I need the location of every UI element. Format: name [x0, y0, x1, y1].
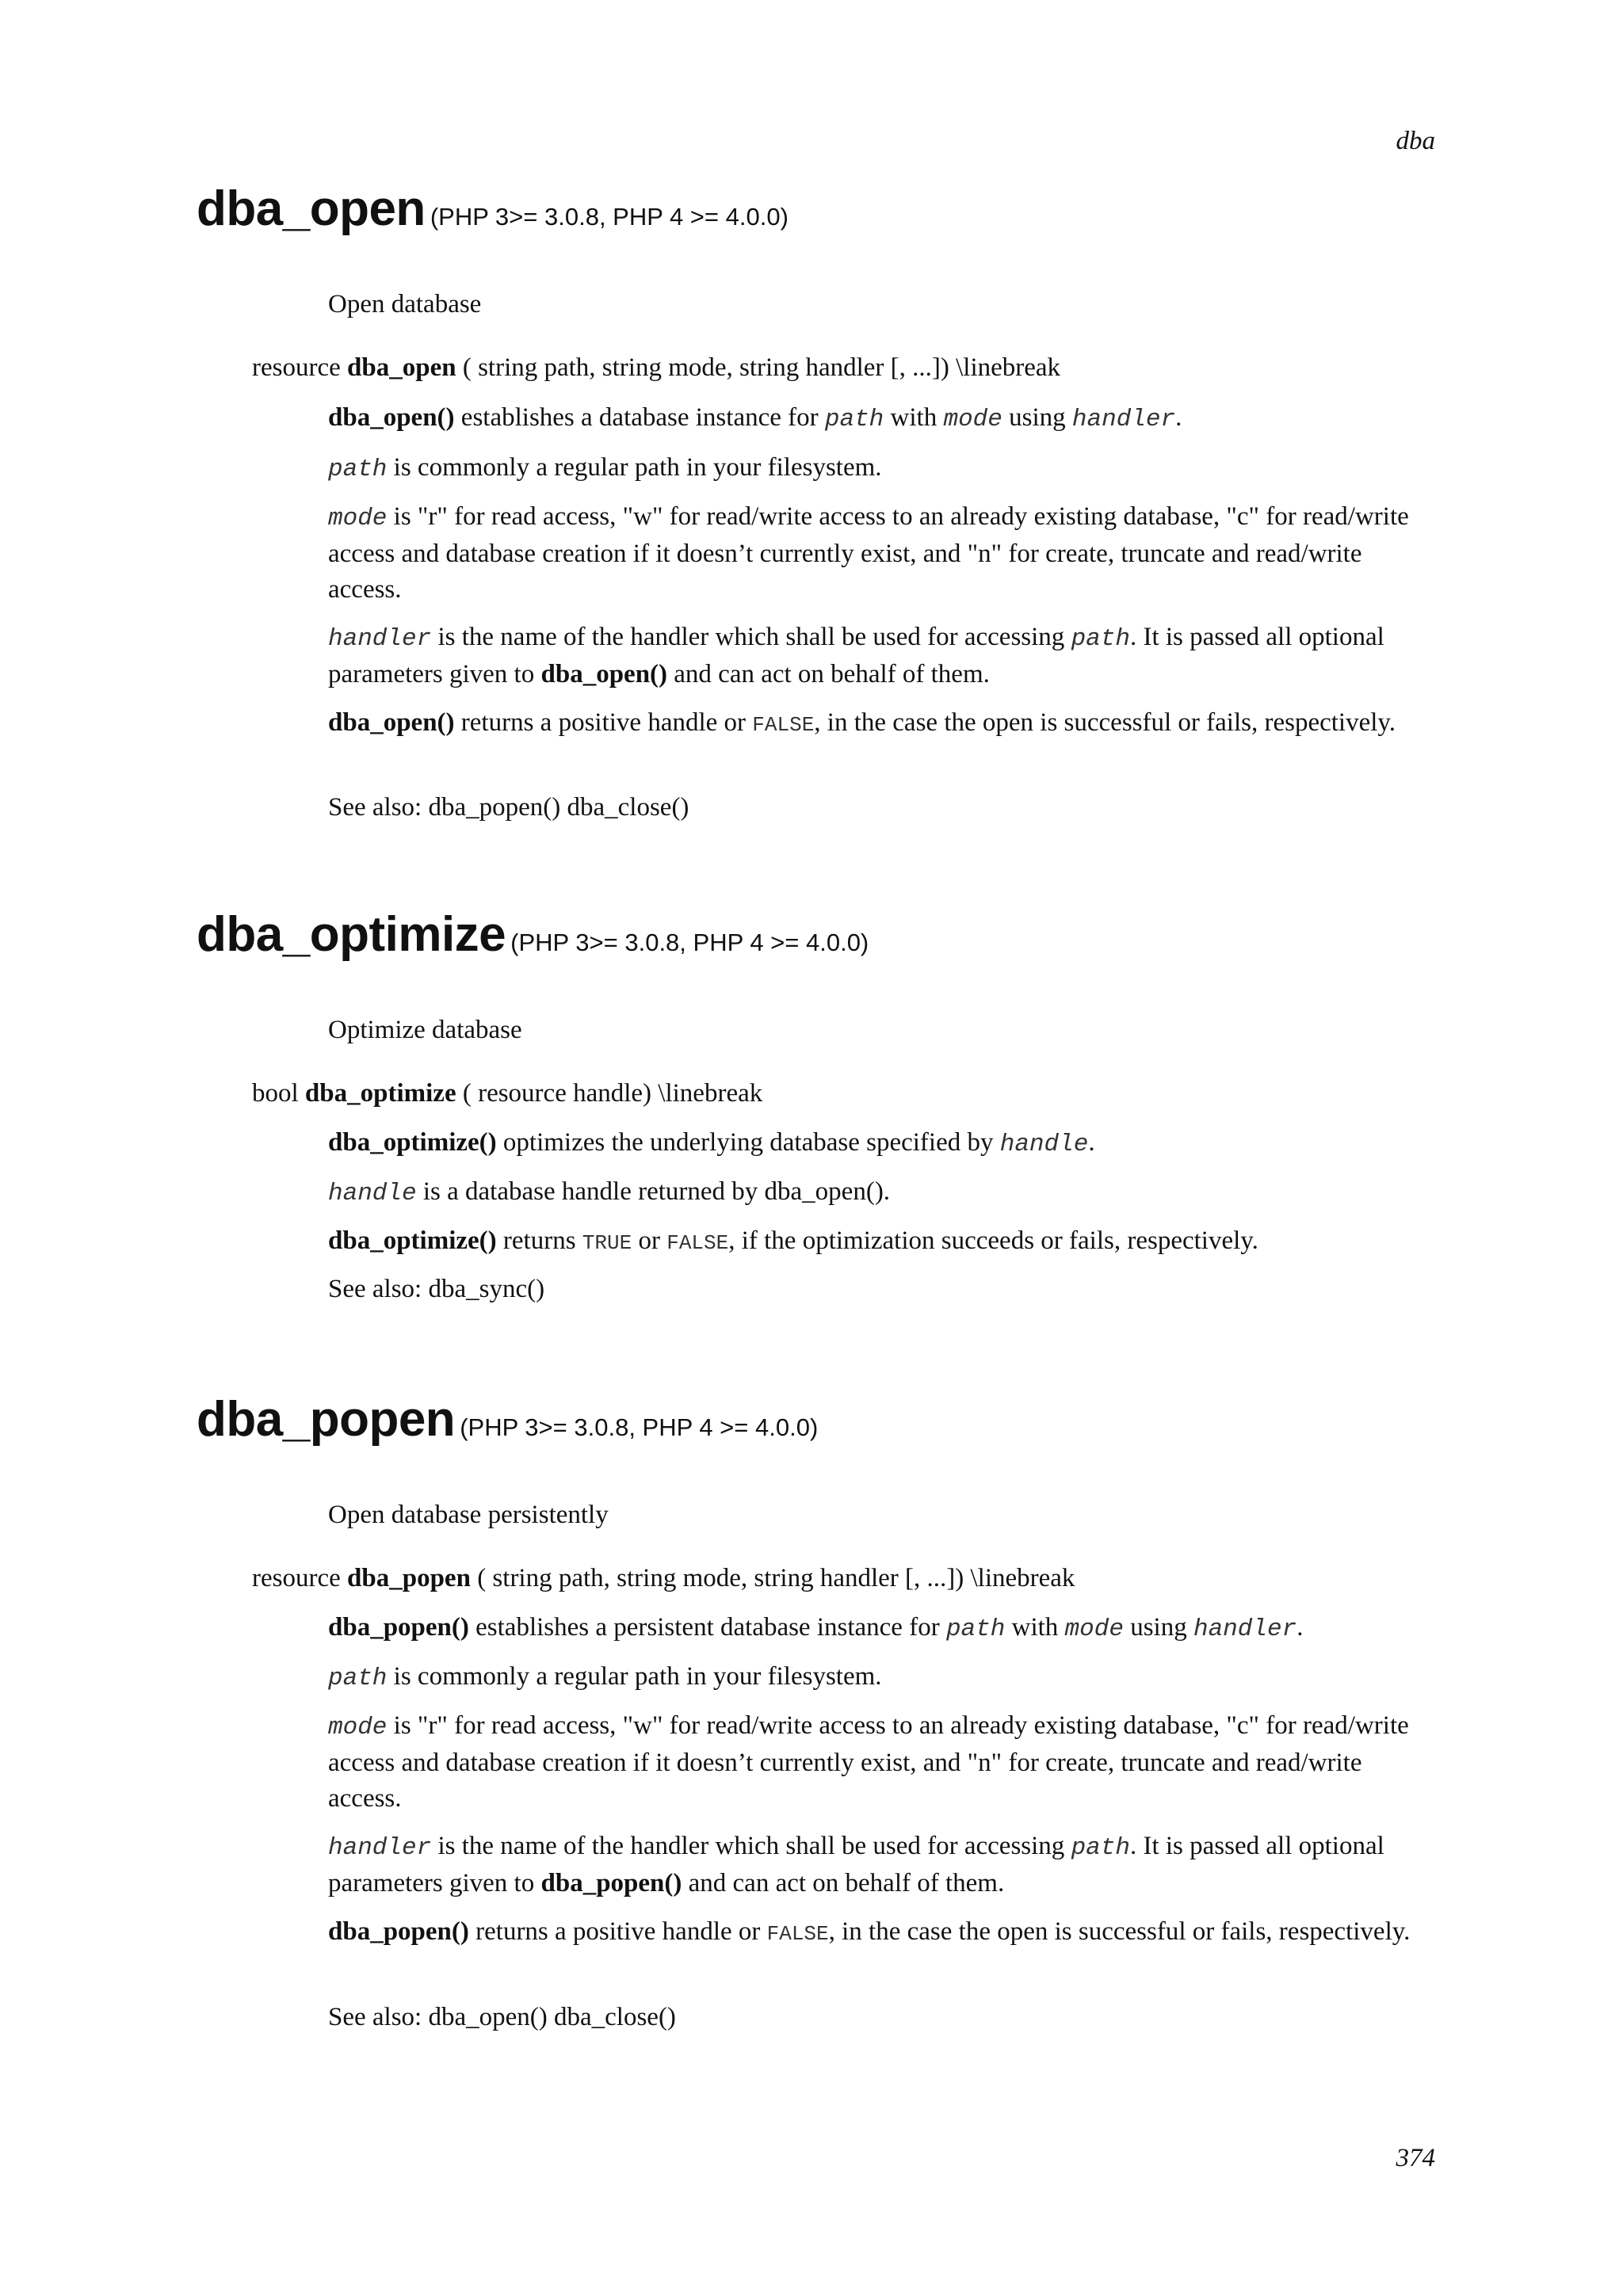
see-also: See also: dba_open() dba_close() [328, 2003, 676, 2031]
param: path [328, 456, 388, 483]
entry-title [197, 181, 789, 237]
description-paragraph: dba_popen() establishes a persistent database instance for path with mode using handler. [328, 1613, 1304, 1643]
description-paragraph: handler is the name of the handler which shall be used for accessing path. It is passed all optional parameters given to dba_open() and can act on behalf of them. [328, 623, 1384, 688]
function-name: dba_popen [197, 1392, 456, 1447]
entry-title [197, 906, 869, 963]
param: handler [328, 625, 432, 653]
param: mode [328, 505, 388, 532]
purpose: Open database [328, 290, 482, 318]
synopsis-args: ( string path, string mode, string handler [, ...]) \linebreak [462, 353, 1061, 382]
synopsis-function: dba_optimize [304, 1079, 456, 1108]
synopsis [252, 1564, 1075, 1593]
synopsis-args: ( string path, string mode, string handler [, ...]) \linebreak [477, 1564, 1075, 1592]
description-paragraph: handle is a database handle returned by dba_open(). [328, 1177, 891, 1207]
description-paragraph: dba_optimize() returns TRUE or FALSE, if the optimization succeeds or fails, respectively. [328, 1226, 1258, 1255]
function-name: dba_open [197, 181, 426, 236]
return-type: bool [252, 1079, 299, 1108]
param: handle [328, 1180, 417, 1207]
page-number: 374 [1396, 2144, 1435, 2172]
description-paragraph: dba_optimize() optimizes the underlying database specified by handle. [328, 1128, 1095, 1158]
param: path [328, 1665, 388, 1692]
param: mode [1064, 1615, 1124, 1643]
description-paragraph: dba_open() returns a positive handle or FALSE, in the case the open is successful or fails, respectively. [328, 708, 1396, 737]
return-type: resource [252, 1564, 341, 1592]
function-name: dba_optimize [197, 907, 506, 962]
constant: FALSE [666, 1231, 729, 1255]
synopsis [252, 353, 1060, 383]
constant: FALSE [766, 1922, 829, 1946]
purpose: Open database persistently [328, 1501, 609, 1529]
synopsis-args: ( resource handle) \linebreak [462, 1079, 763, 1108]
constant: TRUE [582, 1231, 632, 1255]
param: handler [1071, 406, 1176, 433]
description-paragraph: mode is "r" for read access, "w" for read/write access to an already existing database, "c" for read/write access and database creation if it doesn’t currently exist, and "n" for create, truncate and read/write access. [328, 502, 1409, 604]
version-info: (PHP 3>= 3.0.8, PHP 4 >= 4.0.0) [430, 203, 789, 231]
description-paragraph: path is commonly a regular path in your filesystem. [328, 1662, 882, 1692]
synopsis-function: dba_open [347, 353, 456, 382]
synopsis [252, 1079, 762, 1108]
return-type: resource [252, 353, 341, 382]
description-paragraph: dba_open() establishes a database instance for path with mode using handler. [328, 403, 1182, 433]
param: handle [999, 1131, 1089, 1158]
description-paragraph: handler is the name of the handler which shall be used for accessing path. It is passed all optional parameters given to dba_popen() and can act on behalf of them. [328, 1832, 1384, 1897]
constant: FALSE [752, 713, 815, 737]
description-paragraph: path is commonly a regular path in your filesystem. [328, 453, 882, 483]
version-info: (PHP 3>= 3.0.8, PHP 4 >= 4.0.0) [460, 1413, 819, 1441]
param: path [945, 1615, 1006, 1643]
description-paragraph: mode is "r" for read access, "w" for read/write access to an already existing database, "c" for read/write access and database creation if it doesn’t currently exist, and "n" for create, truncate and read/write access. [328, 1711, 1409, 1813]
entry-title [197, 1391, 818, 1447]
param: handler [328, 1834, 432, 1862]
param: path [1071, 1834, 1130, 1862]
param: handler [1193, 1615, 1297, 1643]
param: mode [328, 1714, 388, 1741]
see-also: See also: dba_sync() [328, 1275, 545, 1303]
param: path [824, 406, 884, 433]
param: path [1071, 625, 1130, 653]
synopsis-function: dba_popen [347, 1564, 471, 1592]
version-info: (PHP 3>= 3.0.8, PHP 4 >= 4.0.0) [510, 929, 869, 956]
description-paragraph: dba_popen() returns a positive handle or FALSE, in the case the open is successful or fails, respectively. [328, 1917, 1411, 1946]
param: mode [943, 406, 1002, 433]
see-also: See also: dba_popen() dba_close() [328, 793, 689, 822]
running-header: dba [1396, 127, 1435, 155]
purpose: Optimize database [328, 1016, 522, 1044]
